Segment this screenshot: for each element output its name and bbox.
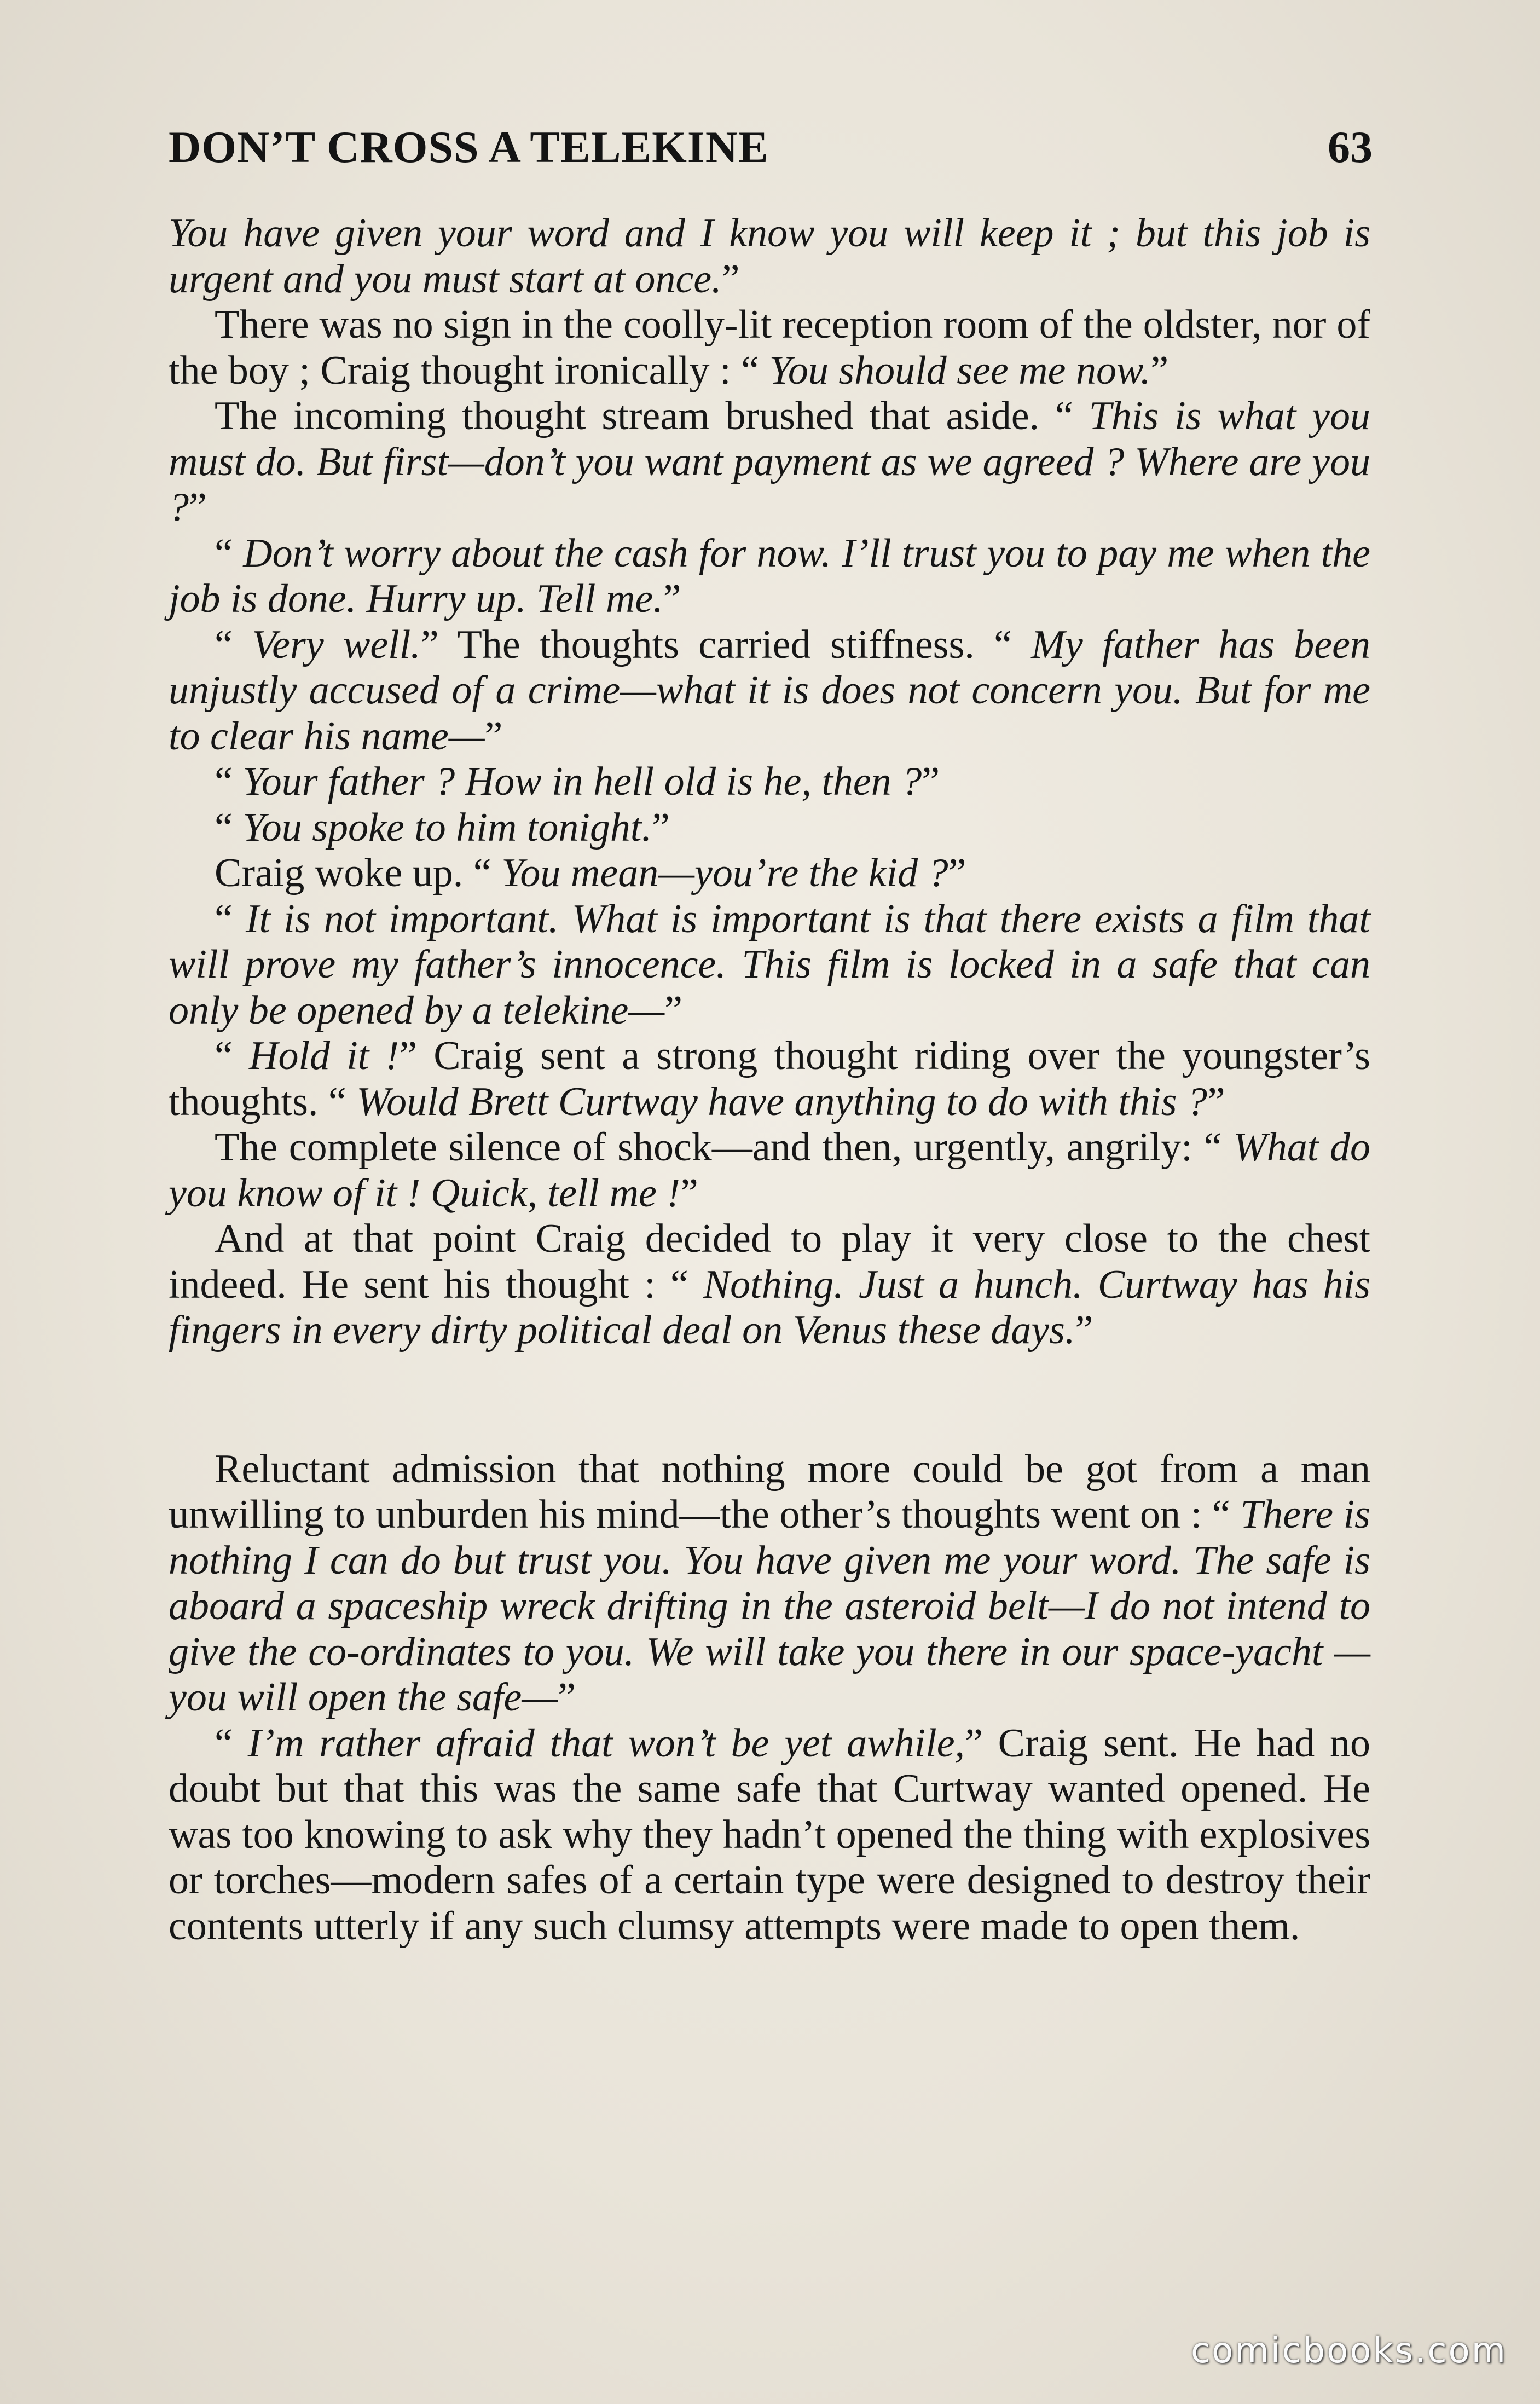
italic-run: Don’t worry about the cash for now. I’ll trust you to pay me when the job is done. Hurry up. Tell me. (169, 530, 1370, 621)
text-run: ” (558, 1675, 576, 1720)
text-run: ” Craig sent. He had no doubt but that this was the same safe that Curtway wanted opened. He was too knowing to ask why they hadn’t opened the thing with explosives or torches—modern safes of a certain type were designed to destroy their contents utterly if any such clumsy attempts were made to open them. (169, 1720, 1370, 1949)
paragraph (169, 805, 1370, 851)
text-run: ” (721, 256, 740, 302)
italic-run: Your father ? How in hell old is he, then ? (242, 759, 922, 804)
text-run: There was no sign in the coolly-lit reception room of the oldster, nor of the boy ; Craig thought ironically : “ (169, 302, 1370, 393)
text-run: ” (680, 1170, 698, 1216)
text-run: ” (663, 576, 681, 621)
italic-run: You spoke to him tonight. (242, 805, 652, 850)
paragraph (169, 897, 1370, 1034)
paragraph (169, 302, 1370, 394)
italic-run: You should see me now. (769, 348, 1151, 393)
paragraph (169, 759, 1370, 805)
text-run: ” (189, 485, 207, 530)
paragraph (169, 531, 1370, 622)
text-run: And at that point Craig decided to play it very close to the chest indeed. He sent his thought : “ (169, 1216, 1370, 1307)
paragraph (169, 211, 1370, 302)
text-run: Reluctant admission that nothing more could be got from a man unwilling to unburden his mind—the other’s thoughts went on : “ (169, 1446, 1370, 1537)
paragraph (169, 1447, 1370, 1721)
italic-run: Very well. (252, 622, 421, 667)
text-run: “ (215, 530, 244, 576)
text-run: ” (1207, 1079, 1225, 1124)
running-head: DON’T CROSS A TELEKINE (169, 122, 769, 172)
body-text (169, 211, 1370, 1949)
text-run: “ (215, 1720, 248, 1766)
paragraph (169, 851, 1370, 897)
text-run: “ (215, 896, 246, 941)
italic-run: What do you know of it ! Quick, tell me ! (169, 1125, 1370, 1216)
paragraph (169, 394, 1370, 531)
paragraph (169, 1125, 1370, 1216)
paragraph (169, 622, 1370, 760)
italic-run: You mean—you’re the kid ? (501, 851, 948, 895)
text-run: The incoming thought stream brushed that aside. “ (215, 394, 1089, 438)
section-break (169, 1354, 1370, 1447)
paragraph (169, 1721, 1370, 1950)
text-run: ” (922, 759, 940, 804)
watermark: comicbooks.com (1190, 2331, 1507, 2371)
text-run: ” (664, 987, 682, 1033)
italic-run: Hold it ! (249, 1033, 400, 1078)
text-run: “ (215, 759, 243, 804)
italic-run: This is what you must do. But first—don’t you want payment as we agreed ? Where are you ? (169, 394, 1370, 530)
text-run: ” (1150, 348, 1169, 393)
text-run: ” Craig sent a strong thought riding over the youngster’s thoughts. “ (169, 1033, 1370, 1124)
text-run: ” The thoughts carried stiffness. “ (420, 622, 1032, 667)
italic-run: You have given your word and I know you will keep it ; but this job is urgent and you must start at once. (169, 211, 1370, 302)
text-run: “ (215, 1033, 250, 1078)
paragraph (169, 1216, 1370, 1354)
text-run: “ (215, 622, 252, 667)
page-number: 63 (1328, 122, 1373, 172)
text-run: ” (484, 713, 503, 759)
italic-run: Nothing. Just a hunch. Curtway has his fingers in every dirty political deal on Venus these days. (169, 1262, 1370, 1353)
text-run: ” (948, 851, 966, 895)
italic-run: Would Brett Curtway have anything to do with this ? (356, 1079, 1207, 1124)
text-run: ” (1075, 1308, 1093, 1353)
italic-run: My father has been unjustly accused of a crime—what it is does not concern you. But for me to clear his name— (169, 622, 1370, 759)
text-run: ” (651, 805, 670, 850)
italic-run: There is nothing I can do but trust you. You have given me your word. The safe is aboard a spaceship wreck drifting in the asteroid belt—I do not intend to give the co-ordinates to you. We will take you there in our space-yacht —you will open the safe— (169, 1492, 1370, 1720)
italic-run: It is not important. What is important is that there exists a film that will prove my father’s innocence. This film is locked in a safe that can only be opened by a telekine— (169, 896, 1370, 1033)
paragraph (169, 1033, 1370, 1125)
page-header (169, 122, 1373, 182)
text-run: The complete silence of shock—and then, urgently, angrily: “ (215, 1125, 1234, 1170)
text-run: “ (215, 805, 243, 850)
italic-run: I’m rather afraid that won’t be yet awhile, (247, 1720, 965, 1766)
text-run: Craig woke up. “ (215, 851, 502, 895)
